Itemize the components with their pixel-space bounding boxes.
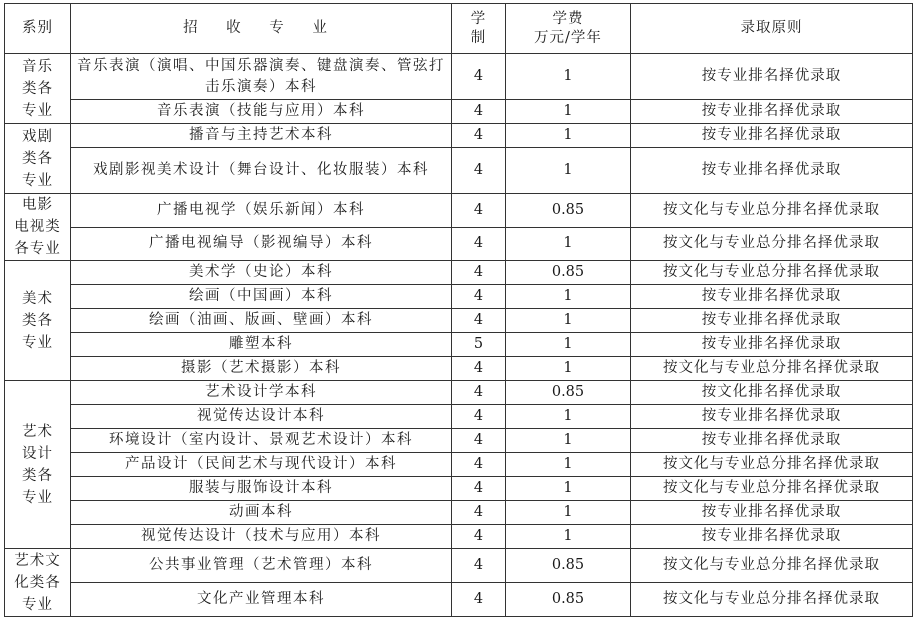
- header-fee: [506, 4, 631, 54]
- table-row: [5, 501, 913, 525]
- major-cell: 艺术设计学本科: [71, 381, 452, 405]
- years-cell: 4: [452, 309, 506, 333]
- rule-cell: 按文化与专业总分排名择优录取: [631, 357, 913, 381]
- major-cell: 摄影（艺术摄影）本科: [71, 357, 452, 381]
- fee-cell: 0.85: [506, 381, 631, 405]
- rule-cell: 按文化与专业总分排名择优录取: [631, 194, 913, 228]
- header-fee-line1: 学费: [552, 10, 584, 27]
- fee-cell: 1: [506, 54, 631, 100]
- major-cell: 服装与服饰设计本科: [71, 477, 452, 501]
- years-cell: 4: [452, 429, 506, 453]
- major-cell: 广播电视学（娱乐新闻）本科: [71, 194, 452, 228]
- rule-cell: 按文化与专业总分排名择优录取: [631, 227, 913, 261]
- major-cell: 环境设计（室内设计、景观艺术设计）本科: [71, 429, 452, 453]
- fee-cell: 1: [506, 429, 631, 453]
- years-cell: 4: [452, 357, 506, 381]
- rule-cell: 按专业排名择优录取: [631, 100, 913, 124]
- years-cell: 4: [452, 381, 506, 405]
- table-row: [5, 429, 913, 453]
- fee-cell: 1: [506, 124, 631, 148]
- table-row: [5, 549, 913, 583]
- major-cell: 产品设计（民间艺术与现代设计）本科: [71, 453, 452, 477]
- rule-cell: 按文化与专业总分排名择优录取: [631, 261, 913, 285]
- fee-cell: 0.85: [506, 261, 631, 285]
- years-cell: 4: [452, 194, 506, 228]
- dept-cell: 艺术文 化类各 专业: [5, 549, 71, 617]
- rule-cell: 按文化与专业总分排名择优录取: [631, 583, 913, 617]
- rule-cell: 按专业排名择优录取: [631, 405, 913, 429]
- table-row: [5, 357, 913, 381]
- table-row: [5, 333, 913, 357]
- years-cell: 4: [452, 124, 506, 148]
- table-row: [5, 261, 913, 285]
- rule-cell: 按专业排名择优录取: [631, 124, 913, 148]
- years-cell: 5: [452, 333, 506, 357]
- fee-cell: 1: [506, 453, 631, 477]
- fee-cell: 1: [506, 285, 631, 309]
- rule-cell: 按专业排名择优录取: [631, 309, 913, 333]
- major-cell: 公共事业管理（艺术管理）本科: [71, 549, 452, 583]
- table-row: [5, 285, 913, 309]
- years-cell: 4: [452, 549, 506, 583]
- rule-cell: 按专业排名择优录取: [631, 429, 913, 453]
- rule-cell: 按专业排名择优录取: [631, 501, 913, 525]
- years-cell: 4: [452, 261, 506, 285]
- major-cell: 视觉传达设计（技术与应用）本科: [71, 525, 452, 549]
- major-cell: 文化产业管理本科: [71, 583, 452, 617]
- header-fee-line2: 万元/学年: [534, 29, 602, 46]
- fee-cell: 1: [506, 148, 631, 194]
- years-cell: 4: [452, 54, 506, 100]
- fee-cell: 1: [506, 333, 631, 357]
- fee-cell: 1: [506, 405, 631, 429]
- header-years-line2: 制: [470, 29, 487, 46]
- major-cell: 美术学（史论）本科: [71, 261, 452, 285]
- table-row: [5, 525, 913, 549]
- header-major: 招 收 专 业: [71, 4, 452, 54]
- major-cell: 音乐表演（演唱、中国乐器演奏、键盘演奏、管弦打击乐演奏）本科: [71, 54, 452, 100]
- major-cell: 雕塑本科: [71, 333, 452, 357]
- years-cell: 4: [452, 453, 506, 477]
- rule-cell: 按专业排名择优录取: [631, 148, 913, 194]
- table-row: [5, 124, 913, 148]
- fee-cell: 1: [506, 525, 631, 549]
- major-cell: 广播电视编导（影视编导）本科: [71, 227, 452, 261]
- fee-cell: 0.85: [506, 549, 631, 583]
- years-cell: 4: [452, 583, 506, 617]
- dept-cell: 戏剧 类各 专业: [5, 124, 71, 194]
- fee-cell: 1: [506, 477, 631, 501]
- fee-cell: 1: [506, 501, 631, 525]
- table-row: [5, 309, 913, 333]
- major-cell: 绘画（中国画）本科: [71, 285, 452, 309]
- dept-cell: 艺术 设计 类各 专业: [5, 381, 71, 549]
- fee-cell: 1: [506, 100, 631, 124]
- table-row: [5, 148, 913, 194]
- table-row: [5, 405, 913, 429]
- years-cell: 4: [452, 405, 506, 429]
- rule-cell: 按文化与专业总分排名择优录取: [631, 549, 913, 583]
- rule-cell: 按专业排名择优录取: [631, 285, 913, 309]
- header-years: [452, 4, 506, 54]
- fee-cell: 0.85: [506, 194, 631, 228]
- header-rule: 录取原则: [631, 4, 913, 54]
- fee-cell: 0.85: [506, 583, 631, 617]
- major-cell: 音乐表演（技能与应用）本科: [71, 100, 452, 124]
- years-cell: 4: [452, 285, 506, 309]
- dept-cell: 美术 类各 专业: [5, 261, 71, 381]
- table-row: [5, 453, 913, 477]
- header-years-line1: 学: [470, 10, 487, 27]
- dept-cell: 电影 电视类 各专业: [5, 194, 71, 261]
- dept-cell: 音乐 类各 专业: [5, 54, 71, 124]
- years-cell: 4: [452, 100, 506, 124]
- table-row: [5, 54, 913, 100]
- years-cell: 4: [452, 477, 506, 501]
- table-body: [5, 54, 913, 617]
- major-cell: 播音与主持艺术本科: [71, 124, 452, 148]
- fee-cell: 1: [506, 357, 631, 381]
- years-cell: 4: [452, 148, 506, 194]
- major-cell: 绘画（油画、版画、壁画）本科: [71, 309, 452, 333]
- admissions-table: [4, 3, 913, 617]
- header-row: [5, 4, 913, 54]
- fee-cell: 1: [506, 227, 631, 261]
- header-dept: 系别: [5, 4, 71, 54]
- table-row: [5, 227, 913, 261]
- rule-cell: 按文化与专业总分排名择优录取: [631, 453, 913, 477]
- years-cell: 4: [452, 501, 506, 525]
- major-cell: 戏剧影视美术设计（舞台设计、化妆服装）本科: [71, 148, 452, 194]
- table-row: [5, 583, 913, 617]
- fee-cell: 1: [506, 309, 631, 333]
- years-cell: 4: [452, 227, 506, 261]
- rule-cell: 按专业排名择优录取: [631, 54, 913, 100]
- rule-cell: 按文化与专业总分排名择优录取: [631, 477, 913, 501]
- table-row: [5, 100, 913, 124]
- rule-cell: 按专业排名择优录取: [631, 333, 913, 357]
- major-cell: 视觉传达设计本科: [71, 405, 452, 429]
- years-cell: 4: [452, 525, 506, 549]
- rule-cell: 按文化排名择优录取: [631, 381, 913, 405]
- rule-cell: 按专业排名择优录取: [631, 525, 913, 549]
- major-cell: 动画本科: [71, 501, 452, 525]
- table-row: [5, 477, 913, 501]
- table-row: [5, 194, 913, 228]
- table-row: [5, 381, 913, 405]
